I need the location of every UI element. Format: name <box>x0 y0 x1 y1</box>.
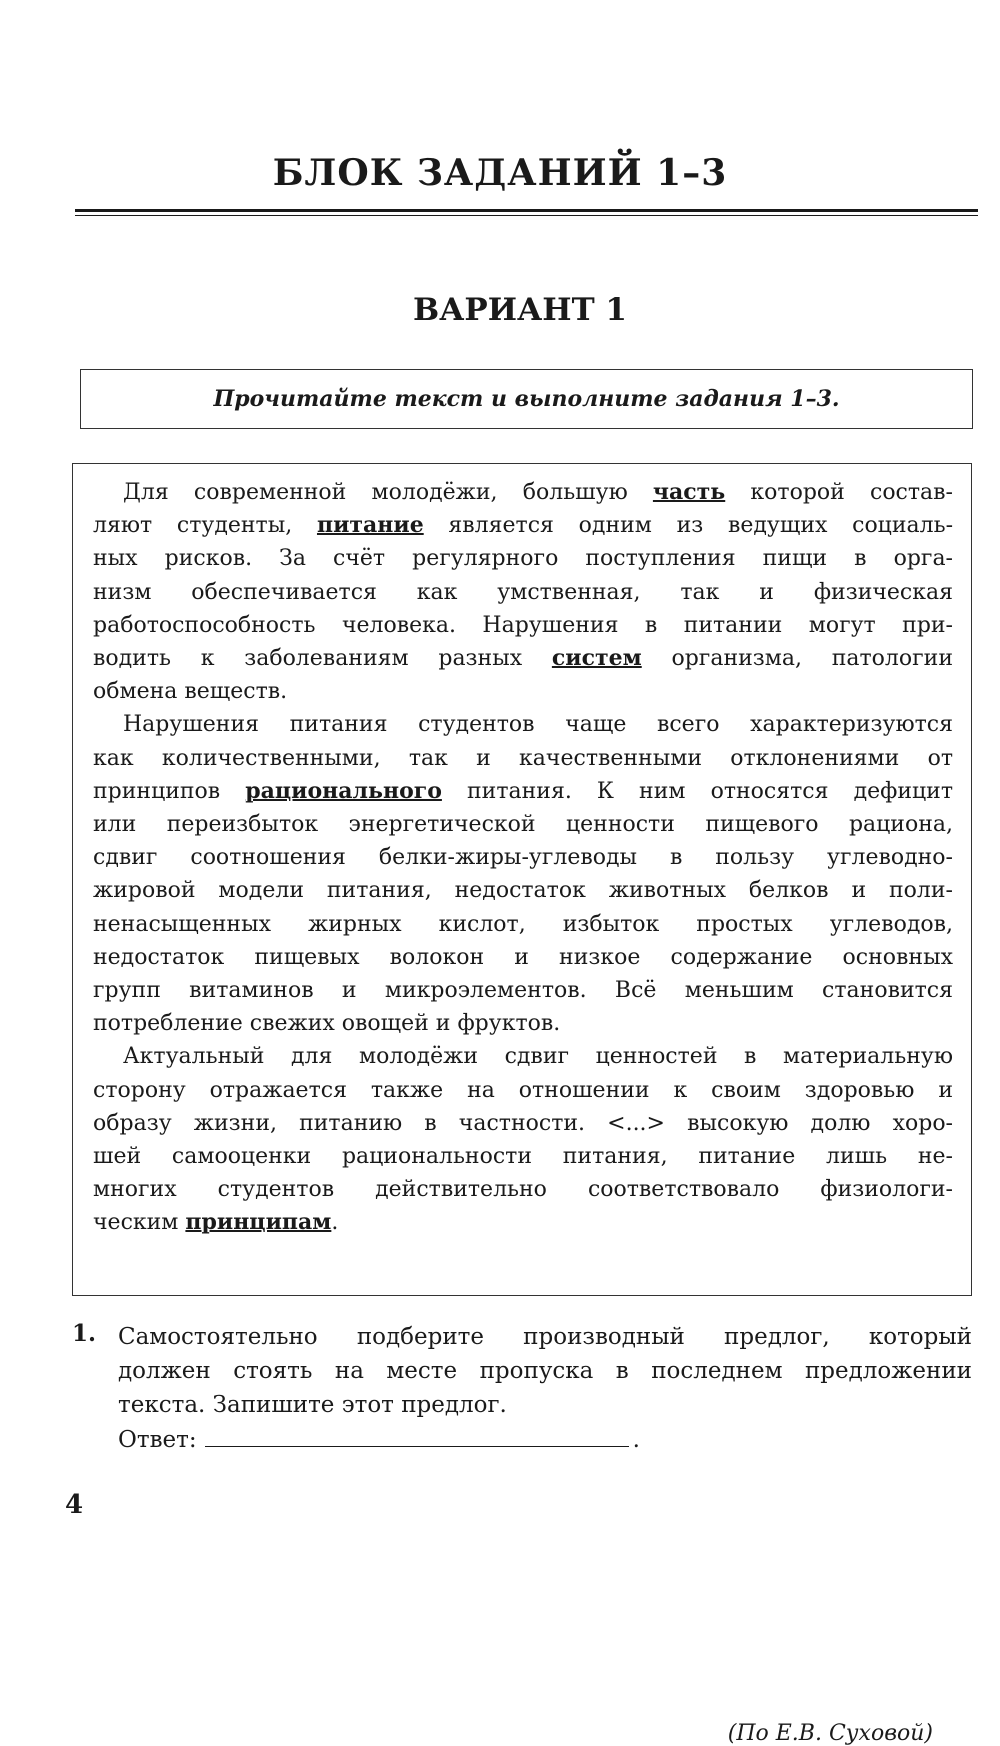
answer-label: Ответ: <box>118 1427 197 1453</box>
answer-period: . <box>632 1427 640 1453</box>
title-rule-thick <box>75 209 978 212</box>
text-span: питания. К ним относятся дефицит <box>441 778 953 804</box>
underlined-word: питание <box>316 512 424 539</box>
question-line: текста. Запишите этот предлог. <box>118 1392 507 1418</box>
text-span: Для современной молодёжи, большую <box>123 480 653 505</box>
passage-line: или переизбыток энергетической ценности пищевого рациона, <box>93 812 953 838</box>
passage-line <box>93 1206 953 1239</box>
text-span: . <box>331 1210 339 1236</box>
passage-line <box>93 642 953 675</box>
text-span: принципов <box>93 778 246 804</box>
passage-line: образу жизни, питанию в частности. <...> высокую долю хоро- <box>93 1110 953 1136</box>
answer-row <box>118 1418 640 1453</box>
passage-line: работоспособность человека. Нарушения в питании могут при- <box>93 612 953 638</box>
passage-line: жировой модели питания, недостаток животных белков и поли- <box>93 878 953 904</box>
passage-line: низм обеспечивается как умственная, так и физическая <box>93 579 953 605</box>
text-span: водить к заболеваниям разных <box>93 646 552 672</box>
title-rule-thin <box>75 215 978 216</box>
passage-paragraph-2 <box>93 708 953 1040</box>
passage-paragraph-3 <box>93 1040 953 1239</box>
passage-line: групп витаминов и микроэлементов. Всё меньшим становится <box>93 978 953 1004</box>
passage-line: сдвиг соотношения белки-жиры-углеводы в пользу углеводно- <box>93 845 953 871</box>
text-span: является одним из ведущих социаль- <box>423 513 953 539</box>
instruction-text: Прочитайте текст и выполните задания 1–3. <box>213 386 840 412</box>
question-1 <box>72 1320 972 1422</box>
text-span: организма, патологии <box>641 646 953 672</box>
passage-line: недостаток пищевых волокон и низкое содержание основных <box>93 944 953 970</box>
passage-line: как количественными, так и качественными отклонениями от <box>93 745 953 771</box>
passage-line: потребление свежих овощей и фруктов. <box>93 1011 561 1037</box>
question-line: Самостоятельно подберите производный предлог, который <box>118 1324 972 1350</box>
page-number: 4 <box>65 1490 84 1520</box>
question-line: должен стоять на месте пропуска в последнем предложении <box>118 1358 972 1384</box>
underlined-word: часть <box>652 479 726 505</box>
underlined-word: рационального <box>245 777 442 804</box>
passage-line <box>93 476 953 509</box>
passage-line: сторону отражается также на отношении к своим здоровью и <box>93 1077 953 1103</box>
passage-line: многих студентов действительно соответствовало физиологи- <box>93 1177 953 1203</box>
text-span: ляют студенты, <box>93 513 317 539</box>
underlined-word: систем <box>551 645 642 672</box>
passage-source: (По Е.В. Суховой) <box>727 1721 933 1746</box>
underlined-word: принципам <box>185 1209 332 1236</box>
passage-line: ненасыщенных жирных кислот, избыток простых углеводов, <box>93 911 953 937</box>
passage-line: Нарушения питания студентов чаще всего характеризуются <box>123 712 953 738</box>
passage-line: Актуальный для молодёжи сдвиг ценностей в материальную <box>123 1044 953 1070</box>
block-title: БЛОК ЗАДАНИЙ 1–3 <box>272 152 728 194</box>
instruction-box <box>80 369 973 429</box>
passage-line: ных рисков. За счёт регулярного поступления пищи в орга- <box>93 546 953 572</box>
answer-field[interactable] <box>205 1418 629 1447</box>
question-text <box>118 1320 972 1422</box>
variant-title: ВАРИАНТ 1 <box>412 292 628 328</box>
passage-line: шей самооценки рациональности питания, питание лишь не- <box>93 1144 953 1170</box>
question-number: 1. <box>72 1320 97 1347</box>
text-span: которой состав- <box>725 480 953 505</box>
passage-line <box>93 509 953 542</box>
passage-line: обмена веществ. <box>93 679 288 705</box>
passage-paragraph-1 <box>93 476 953 708</box>
text-span: ческим <box>93 1210 186 1236</box>
passage-line <box>93 775 953 808</box>
